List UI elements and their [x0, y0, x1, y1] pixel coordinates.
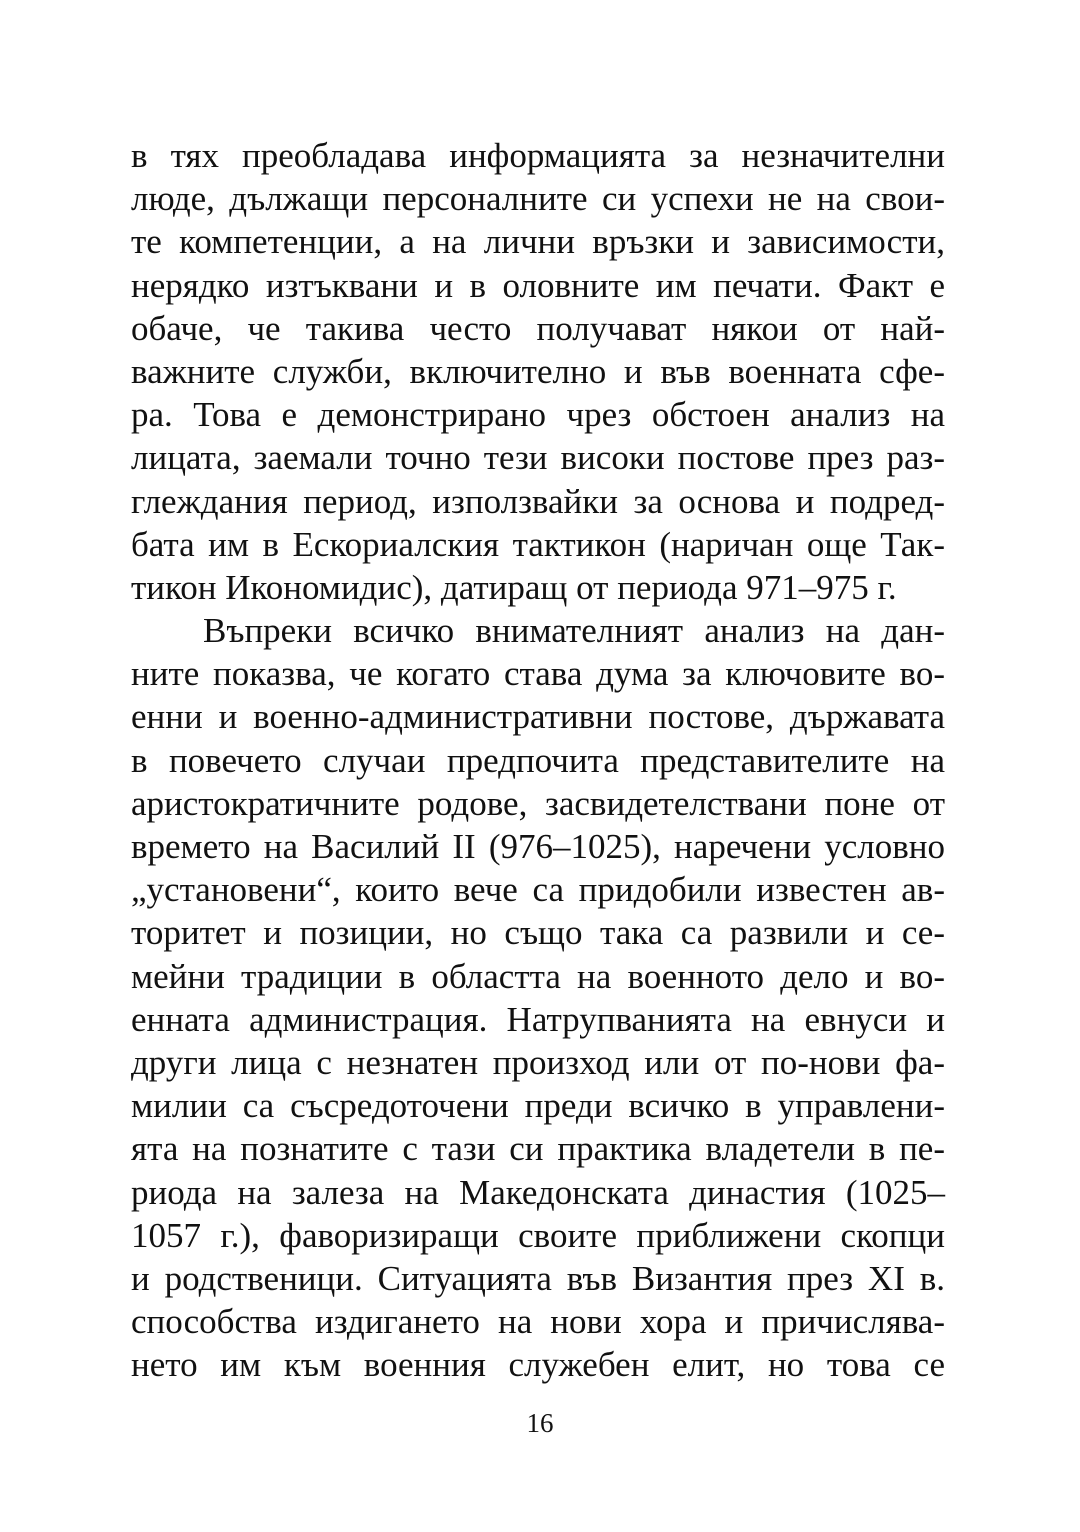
text-line: времето на Василий II (976–1025), наречени условно	[131, 827, 945, 866]
paragraph	[131, 609, 945, 1386]
text-line: нерядко изтъквани и в оловните им печати. Факт е	[131, 265, 945, 305]
text-line: 1057 г.), фаворизиращи своите приближени скопци	[131, 1215, 945, 1255]
page-number: 16	[526, 1408, 554, 1438]
text-line: аристократичните родове, засвидетелствани поне от	[131, 783, 945, 823]
text-line: те компетенции, а на лични връзки и зависимости,	[131, 222, 945, 262]
text-line: бата им в Ескориалския тактикон (наричан още Так-	[131, 524, 945, 564]
text-line: способства издигането на нови хора и причислява-	[131, 1302, 945, 1342]
text-line: в тях преобладава информацията за незначителни	[131, 136, 945, 175]
text-line: „установени“, които вече са придобили известен ав-	[131, 870, 945, 910]
text-line: ра. Това е демонстрирано чрез обстоен анализ на	[131, 395, 945, 435]
body-text	[131, 134, 945, 1386]
paragraph	[131, 134, 945, 609]
text-line: ните показва, че когато става дума за ключовите во-	[131, 654, 945, 694]
text-line: риода на залеза на Македонската династия (1025–	[131, 1172, 945, 1212]
text-line: важните служби, включително и във военната сфе-	[131, 351, 945, 391]
text-line: милии са съсредоточени преди всичко в управлени-	[131, 1086, 945, 1126]
text-line: други лица с незнатен произход или от по-нови фа-	[131, 1042, 945, 1082]
text-line: Въпреки всичко внимателният анализ на дан-	[203, 611, 945, 651]
text-line: мейни традиции в областта на военното дело и во-	[131, 956, 945, 996]
text-line: обаче, че такива често получават някои от най-	[131, 308, 945, 348]
text-line: люде, дължащи персоналните си успехи не на свои-	[131, 179, 945, 219]
text-line: нето им към военния служебен елит, но това се	[131, 1345, 945, 1385]
text-line: енни и военно-административни постове, държавата	[131, 697, 945, 737]
text-line: в повечето случаи предпочита представителите на	[131, 740, 945, 780]
text-line: лицата, заемали точно тези високи постове през раз-	[131, 438, 945, 478]
text-line: и родственици. Ситуацията във Византия през XI в.	[131, 1258, 945, 1298]
text-line: енната администрация. Натрупванията на евнуси и	[131, 999, 945, 1039]
text-line: ята на познатите с тази си практика владетели в пе-	[131, 1129, 945, 1169]
text-line: глеждания период, използвайки за основа и подред-	[131, 481, 945, 521]
text-line: торитет и позиции, но също така са развили и се-	[131, 913, 945, 953]
text-line: тикон Икономидис), датиращ от периода 971–975 г.	[131, 567, 897, 607]
